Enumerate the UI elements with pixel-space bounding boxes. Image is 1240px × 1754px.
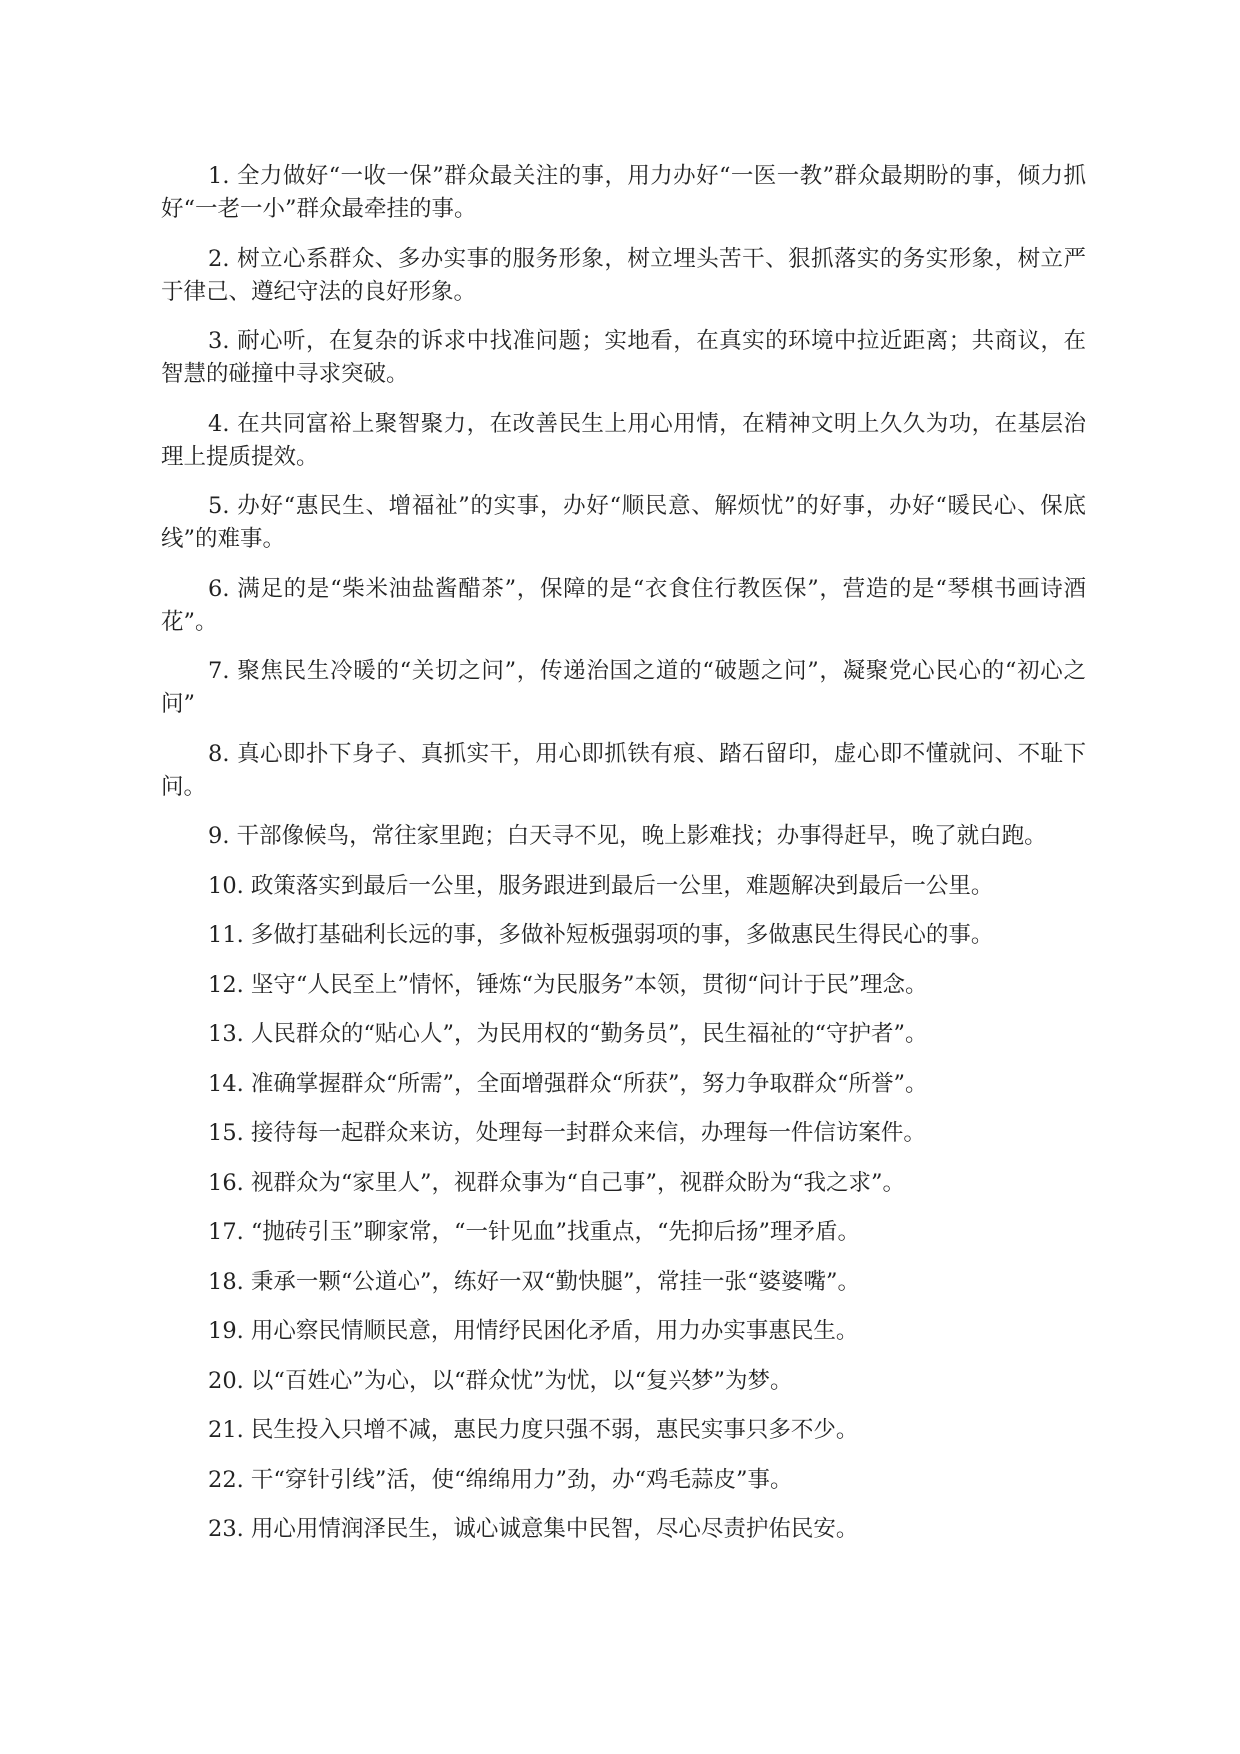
list-item: 22. 干“穿针引线”活，使“绵绵用力”劲，办“鸡毛蒜皮”事。 bbox=[208, 1466, 793, 1493]
list-item: 6. 满足的是“柴米油盐酱醋茶”，保障的是“衣食住行教医保”，营造的是“琴棋书画诗酒花”。 bbox=[161, 575, 1086, 635]
list-item: 23. 用心用情润泽民生，诚心诚意集中民智，尽心尽责护佑民安。 bbox=[208, 1516, 859, 1542]
list-item: 16. 视群众为“家里人”，视群众事为“自己事”，视群众盼为“我之求”。 bbox=[208, 1169, 905, 1196]
list-item: 4. 在共同富裕上聚智聚力，在改善民生上用心用情，在精神文明上久久为功，在基层治理上提质提效。 bbox=[161, 410, 1086, 470]
list-item: 17. “抛砖引玉”聊家常，“一针见血”找重点，“先抑后扬”理矛盾。 bbox=[208, 1219, 860, 1245]
list-item: 2. 树立心系群众、多办实事的服务形象，树立埋头苦干、狠抓落实的务实形象，树立严于律己、遵纪守法的良好形象。 bbox=[161, 245, 1086, 305]
list-item: 21. 民生投入只增不减，惠民力度只强不弱，惠民实事只多不少。 bbox=[208, 1417, 859, 1443]
list-item: 3. 耐心听，在复杂的诉求中找准问题；实地看，在真实的环境中拉近距离；共商议，在智慧的碰撞中寻求突破。 bbox=[161, 328, 1086, 387]
list-item: 1. 全力做好“一收一保”群众最关注的事，用力办好“一医一教”群众最期盼的事，倾力抓好“一老一小”群众最牵挂的事。 bbox=[161, 163, 1086, 222]
list-item: 19. 用心察民情顺民意，用情纾民困化矛盾，用力办实事惠民生。 bbox=[208, 1318, 859, 1344]
list-item: 9. 干部像候鸟，常往家里跑；白天寻不见，晚上影难找；办事得赶早，晚了就白跑。 bbox=[208, 823, 1047, 849]
list-item: 20. 以“百姓心”为心，以“群众忧”为忧，以“复兴梦”为梦。 bbox=[208, 1367, 793, 1394]
list-item: 8. 真心即扑下身子、真抓实干，用心即抓铁有痕、踏石留印，虚心即不懂就问、不耻下问。 bbox=[161, 740, 1086, 800]
list-item: 13. 人民群众的“贴心人”，为民用权的“勤务员”，民生福祉的“守护者”。 bbox=[208, 1021, 928, 1047]
list-item: 18. 秉承一颗“公道心”，练好一双“勤快腿”，常挂一张“婆婆嘴”。 bbox=[208, 1268, 860, 1295]
list-item: 14. 准确掌握群众“所需”，全面增强群众“所获”，努力争取群众“所誉”。 bbox=[208, 1070, 928, 1097]
document-body bbox=[161, 160, 1086, 1563]
list-item: 15. 接待每一起群众来访，处理每一封群众来信，办理每一件信访案件。 bbox=[208, 1120, 926, 1146]
list-item: 11. 多做打基础利长远的事，多做补短板强弱项的事，多做惠民生得民心的事。 bbox=[208, 922, 994, 948]
list-item: 7. 聚焦民生冷暖的“关切之问”，传递治国之道的“破题之问”，凝聚党心民心的“初心之问” bbox=[161, 658, 1086, 717]
list-item: 5. 办好“惠民生、增福祉”的实事，办好“顺民意、解烦忧”的好事，办好“暖民心、保底线”的难事。 bbox=[161, 493, 1086, 552]
list-item: 10. 政策落实到最后一公里，服务跟进到最后一公里，难题解决到最后一公里。 bbox=[208, 872, 994, 899]
list-item: 12. 坚守“人民至上”情怀，锤炼“为民服务”本领，贯彻“问计于民”理念。 bbox=[208, 971, 928, 998]
